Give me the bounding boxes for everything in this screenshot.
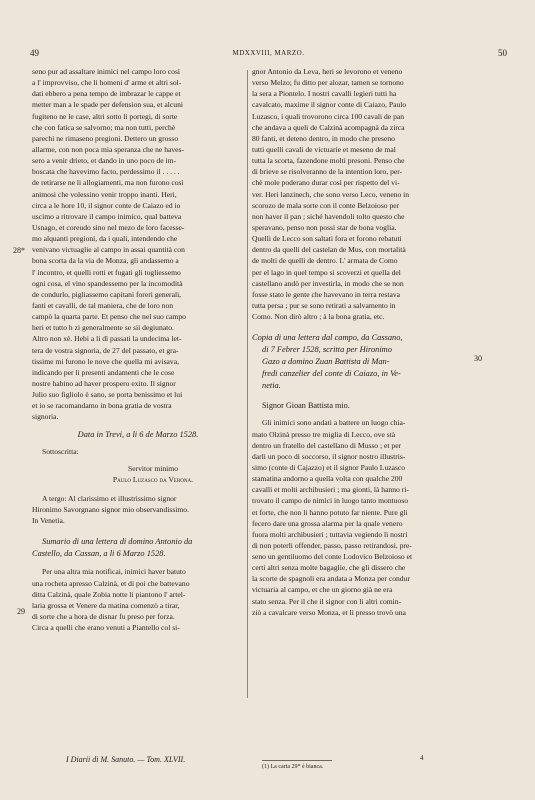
text-line: et io se racomandamo in bona gratia de vostra <box>32 401 172 411</box>
text-line: darli un poco di soccorso, il signor nostro illustris- <box>252 451 406 461</box>
text-line: seno un gentiluomo del conte Lodovico Belzoioso et <box>252 552 413 562</box>
text-line: ver. Heri lanzinech, che sono verso Leco, veneno in <box>252 189 410 199</box>
text-line: castellano andò per investirla, in modo che se non <box>252 278 404 288</box>
text-line: Julio suo figliolo è sano, se porta benissimo et lui <box>32 390 183 400</box>
text-line: di non poterli offender, passo, passo retirandosi, pre- <box>252 540 412 550</box>
text-line: ogni cosa, el vino spandessemo per la incomodità <box>32 278 183 288</box>
running-header <box>30 48 507 62</box>
margin-number-28: 28* <box>13 246 25 255</box>
margin-number-29: 29 <box>17 607 25 616</box>
heading-line: Gazo a domino Zuan Battista di Man- <box>262 357 390 367</box>
text-line: dati ebbero a pena tempo de imbrazar le cappe et <box>32 89 181 99</box>
text-line: fecero dare una grossa alarma per la quale venero <box>252 518 403 528</box>
text-line: certi altri senza molte bagaglie, che gli dissero che <box>252 563 406 573</box>
text-line: signoria. <box>32 412 59 422</box>
text-line: nostre habino ad haver prospero exito. Il signor <box>32 378 176 388</box>
text-line: scorozo de mala sorte con il conte Belzoioso per <box>252 200 400 210</box>
summary-heading <box>32 536 244 560</box>
text-line: Gli inimici sono andati a battere un luogo chia- <box>262 418 406 428</box>
text-line: speravano, penso non possi star de bona voglia. <box>252 222 397 232</box>
text-line: mato Olzinà presso tre miglia di Lecco, ove stà <box>252 429 396 439</box>
text-line: Per una altra mia notificai, inimici haver batuto <box>42 567 186 577</box>
page-number-left: 49 <box>30 48 39 58</box>
footnote: (1) La carta 29* è bianca. <box>262 764 324 770</box>
text-line: Hironimo Savorgnano signor mio observandissimo. <box>32 505 189 515</box>
text-line: victuaria al campo, et che un giorno già ne era <box>252 585 393 595</box>
footnote-rule <box>262 760 332 761</box>
text-line: Circa a quelli che erano venuti a Piantello col si- <box>32 623 180 633</box>
text-line: dentro da quelli del castelan de Mus, con mortalità <box>252 245 406 255</box>
text-line: de condurlo, pigliassemo capitani foreri generali, <box>32 289 182 299</box>
text-line: tissime mi furono le nove che quella mi avisava, <box>32 356 179 366</box>
text-line: heri et tutto h zi generalmente se sii degiunato. <box>32 323 174 333</box>
text-line: che andava a queli de Calzinà acompagnà da zirca <box>252 122 405 132</box>
text-line: Como. Non dirò altro ; à la bona gratia, etc. <box>252 312 385 322</box>
copia-body <box>252 417 464 618</box>
text-line: gnor Antonio da Leva, heri se levorono et veneno <box>252 67 403 76</box>
closing-formula: Servitor minimo <box>128 463 178 473</box>
copia-heading <box>252 332 464 392</box>
text-line: di brieve se risolveranno de la intention loro, per- <box>252 167 403 177</box>
page-number-right: 50 <box>498 48 507 58</box>
text-line: fugiteno ne le case, altri sotto li portegi, di sorte <box>32 111 178 121</box>
sheet-signature: 4 <box>420 754 424 762</box>
text-line: venivano victuaglie al campo in assai quantità con <box>32 245 185 255</box>
text-line: una rocheta apresso Calzinà, et di poi che battevano <box>32 578 190 588</box>
text-line: Luzasco, i quali trovorono circa 100 cavali de pan <box>252 111 405 121</box>
dateline: Data in Trevi, a li 6 de Marzo 1528. <box>77 429 199 439</box>
margin-number-30: 30 <box>474 354 482 363</box>
text-line: In Venetia. <box>32 516 65 526</box>
column-divider <box>247 70 248 698</box>
text-line: fuora molti archibusieri ; tuttavia vegiendo li nostri <box>252 529 408 539</box>
text-line: indicando per li presenti andamenti che le cose <box>32 367 175 377</box>
text-line: de molti de quelli de dentro. L' armata de Como <box>252 256 398 266</box>
text-line: tutta persa ; pur se sono retirati a salvamento in <box>252 300 396 310</box>
text-line: Usnago, et coreudo sino nel mezo de loro facesse- <box>32 222 185 232</box>
text-line: circa a le hore 10, il signor conte de Caiazo ed io <box>32 200 181 210</box>
text-line: stato senza. Per il che il signor con li altri comin- <box>252 596 402 606</box>
heading-line: Sumario di una lettera di domino Antonio da <box>42 537 193 547</box>
heading-line: Copia di una lettera dal campo, da Cassano, <box>252 333 403 343</box>
text-line: sero a venir drieto, et dando in uno poco de im- <box>32 156 177 166</box>
text-line: 80 fanti, et deteno dentro, in modo che preseno <box>252 133 395 143</box>
heading-line: fredi canzelier del conte di Caiazo, in Ve- <box>262 369 401 379</box>
text-line: metter man a le spade per defension sua, et alcuni <box>32 100 183 110</box>
text-line: cavalcato, maxime il signor conte di Caiazo, Paulo <box>252 100 407 110</box>
text-line: non haver il pan ; siché havendoli tolto questo che <box>252 211 405 221</box>
text-line: Altro non xè. Hebi a li dì passati la undecima let- <box>32 334 182 344</box>
text-line: parechi ne rimaseno pregioni. Dettero un grosso <box>32 133 179 143</box>
text-line: per el lago in quel tempo si scoverzi et quella del <box>252 267 401 277</box>
text-line: allarme, con non poca mia speranza che ne haves- <box>32 144 185 154</box>
text-line: bona scorta da la via de Monza, gli andassemo a <box>32 256 179 266</box>
right-column <box>252 66 464 618</box>
heading-line: netia. <box>262 381 281 391</box>
text-line: de retirarse ne li allogiamenti, ma non furono così <box>32 178 184 188</box>
series-footer: I Diarii di M. Sanuto. — Tom. XLVII. <box>66 755 186 764</box>
text-line: tera de vostra signoria, de 27 del passato, et gra- <box>32 345 179 355</box>
text-line: stamatina andorno a quella volta con qualche 200 <box>252 474 403 484</box>
text-line: tutti quelli cavali de victuarie et meseno de mal <box>252 144 396 154</box>
text-line: ziò a cavalcare verso Monza, et li presso trovò una <box>252 607 406 617</box>
text-line: fosse stato le gente che havevano in terra restava <box>252 289 401 299</box>
running-title: MDXXVIII, MARZO. <box>232 49 305 57</box>
text-line: verso Melzo; fu ditto per alozar, tamen se tornono <box>252 78 404 88</box>
text-line: di sorte che a hora de disnar fu preso per forza. <box>32 612 175 622</box>
heading-line: Castello, da Cassan, a li 6 Marzo 1528. <box>32 549 166 559</box>
text-line: Quelli de Lecco son saltati fora et forono rebatuti <box>252 234 402 244</box>
text-line: a l' improvviso, che li homeni d' arme et altri sol- <box>32 78 182 88</box>
text-line: mo alquanti pregioni, da i quali, intendendo che <box>32 234 178 244</box>
text-line: l' incontro, et quelli rotti et fugati gli togliessemo <box>32 267 181 277</box>
subscription-label: Sottoscritta: <box>42 446 79 456</box>
summary-body <box>32 566 244 633</box>
text-line: ditta Calzinà, quale Zobia notte li piantono l' artel- <box>32 589 186 599</box>
letter-body-left <box>32 66 244 423</box>
text-line: dentro un fratello del castellano di Musso ; et per <box>252 440 402 450</box>
text-line: uscimo a ritrovare il campo inimico, qual batteva <box>32 211 182 221</box>
left-column <box>32 66 244 633</box>
text-line: laria grossa et Venere da matina comenzò a tirar, <box>32 600 180 610</box>
text-line: tutta la scorta, fazendone molti presoni. Penso che <box>252 156 405 166</box>
text-line: et forte, che non li hanno potuto far niente. Pure gli <box>252 507 408 517</box>
address-note <box>32 493 244 526</box>
text-line: campò la quarta parte. Et penso che nel suo campo <box>32 312 186 322</box>
text-line: chè mole poderano durar così per rispetto del vi- <box>252 178 400 188</box>
text-line: la sera a Piontelo. I nostri cavalli legieri tutti ha <box>252 89 397 99</box>
text-line: cavalli et molti archibusieri ; ma gionti, là hanno ri- <box>252 485 409 495</box>
text-line: boscata che havevimo facto, perdessimo il . . . . . <box>32 167 180 177</box>
text-line: la scorte de spagnoli era andata a Monza per condur <box>252 574 410 584</box>
text-line: fanti et cavalli, de tal maniera, che de loro non <box>32 300 174 310</box>
text-line: simo (conte di Cajazzo) et il signor Paulo Luzasco <box>252 462 406 472</box>
text-line: A tergo: Al clarissimo et illustrissimo signor <box>42 494 177 504</box>
salutation: Signor Gioan Battista mio. <box>262 401 350 411</box>
signature: Paulo Luzasco da Verona. <box>112 474 194 484</box>
text-line: seno pur ad assaltare inimici nel campo loro così <box>32 67 181 76</box>
heading-line: di 7 Febrer 1528, scritta per Hironimo <box>262 345 392 355</box>
text-line: che con fatica se salvorno; ma non tutti, perchè <box>32 122 176 132</box>
text-line: animosi che volessino venir troppo inanti. Heri, <box>32 189 177 199</box>
text-line: trovato il campo de nimici in luogo tanto montuoso <box>252 496 409 506</box>
summary-body-continued <box>252 66 464 322</box>
